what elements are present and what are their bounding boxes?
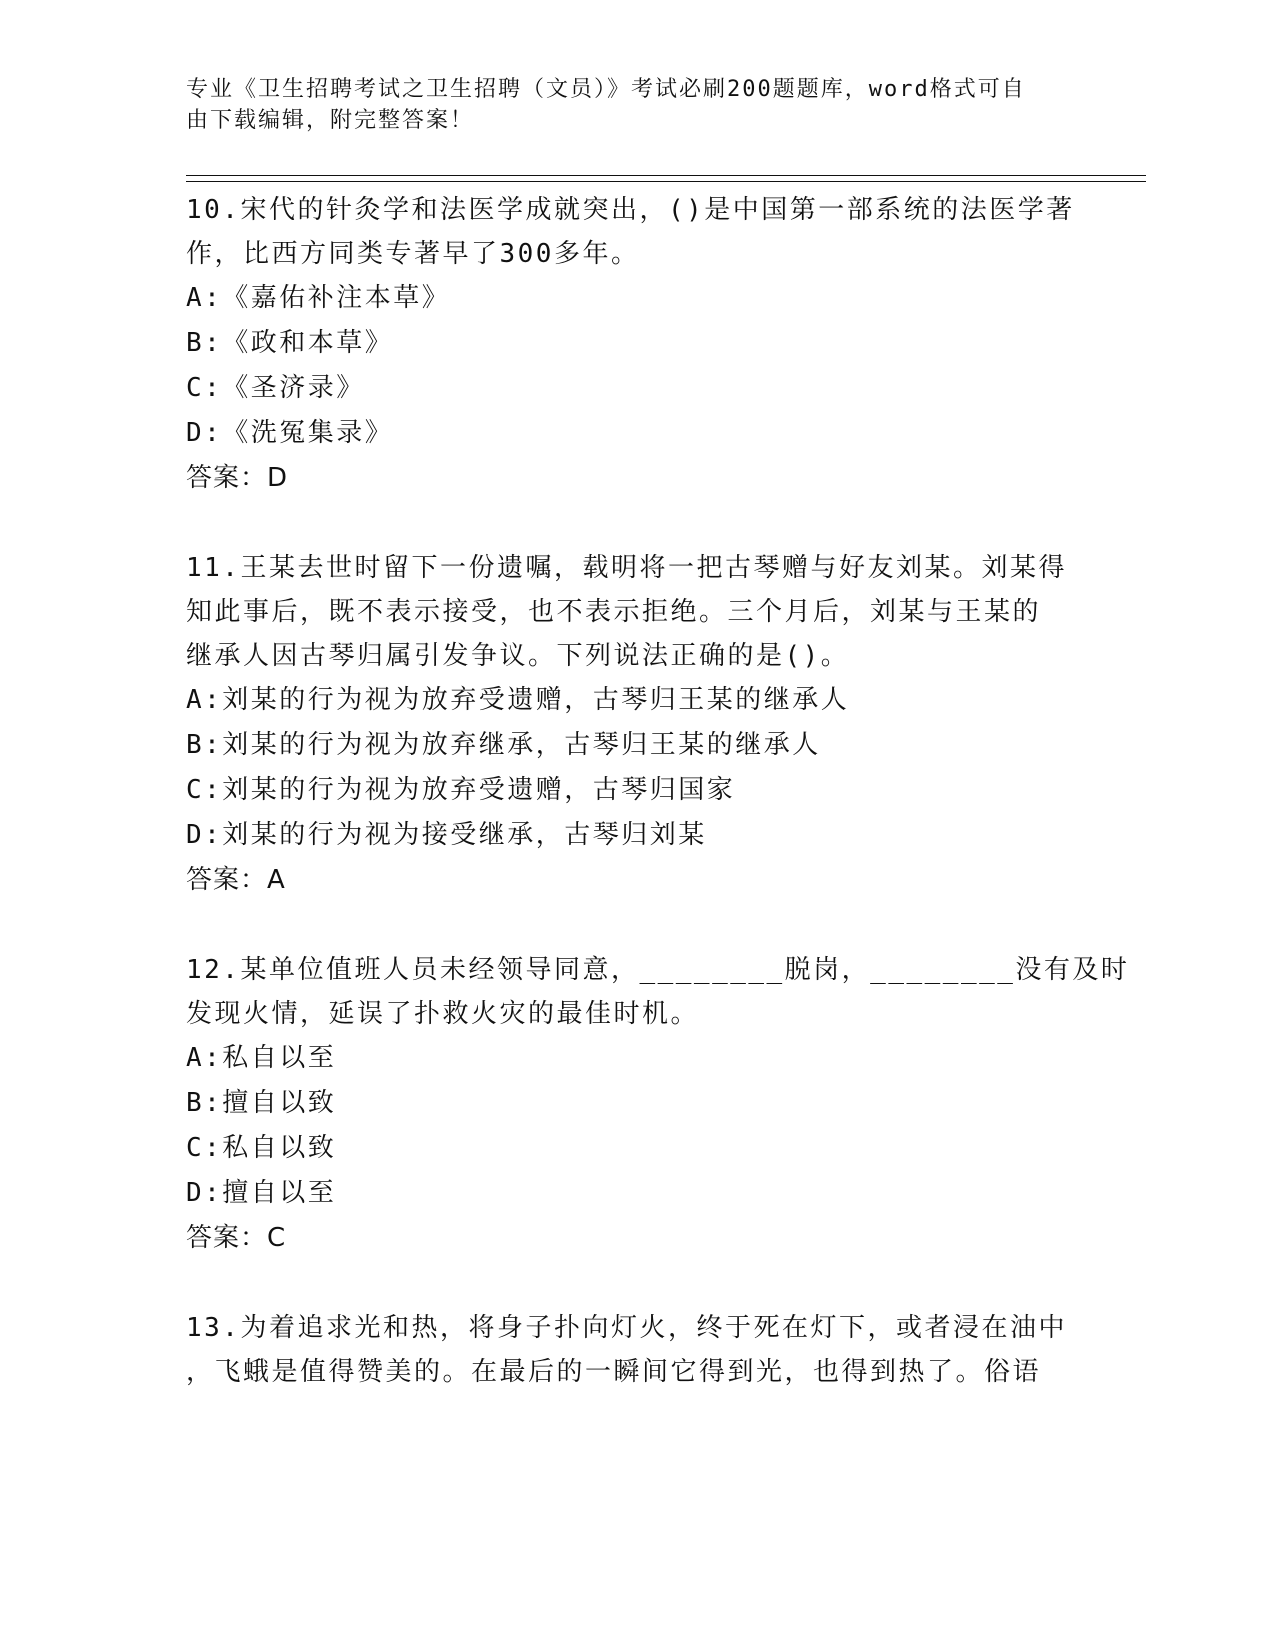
- question-12: [186, 948, 1130, 1261]
- option-a: A:私自以至: [186, 1043, 337, 1073]
- option-d: D:擅自以至: [186, 1178, 337, 1208]
- option-d: D:刘某的行为视为接受继承，古琴归刘某: [186, 820, 707, 850]
- document-header: [186, 74, 1066, 136]
- option-a: A:刘某的行为视为放弃受遗赠，古琴归王某的继承人: [186, 685, 850, 715]
- option-c: C:刘某的行为视为放弃受遗赠，古琴归国家: [186, 775, 736, 805]
- spacer: [186, 501, 1086, 546]
- header-line-1: 专业《卫生招聘考试之卫生招聘（文员）》考试必刷200题题库，word格式可自: [186, 77, 1026, 102]
- question-text-line: 11.王某去世时留下一份遗嘱，载明将一把古琴赠与好友刘某。刘某得: [186, 553, 1067, 583]
- question-text-line: 12.某单位值班人员未经领导同意，________脱岗，________没有及时: [186, 955, 1130, 985]
- answer: 答案：D: [186, 463, 289, 493]
- option-b: B:《政和本草》: [186, 328, 394, 358]
- question-text-line: 10.宋代的针灸学和法医学成就突出，()是中国第一部系统的法医学著: [186, 195, 1075, 225]
- question-10: [186, 188, 1086, 501]
- question-text-line: 发现火情，延误了扑救火灾的最佳时机。: [186, 999, 700, 1029]
- option-d: D:《洗冤集录》: [186, 418, 394, 448]
- answer: 答案：A: [186, 865, 286, 895]
- option-b: B:刘某的行为视为放弃继承，古琴归王某的继承人: [186, 730, 821, 760]
- option-b: B:擅自以致: [186, 1088, 337, 1118]
- question-text-line: 知此事后，既不表示接受，也不表示拒绝。三个月后，刘某与王某的: [186, 597, 1042, 627]
- header-line-2: 由下载编辑，附完整答案！: [186, 108, 475, 133]
- option-c: C:私自以致: [186, 1133, 337, 1163]
- question-text-line: 作，比西方同类专著早了300多年。: [186, 239, 640, 269]
- question-text-line: ，飞蛾是值得赞美的。在最后的一瞬间它得到光，也得到热了。俗语: [186, 1357, 1042, 1387]
- question-text-line: 继承人因古琴归属引发争议。下列说法正确的是()。: [186, 641, 850, 671]
- question-text-line: 13.为着追求光和热，将身子扑向灯火，终于死在灯下，或者浸在油中: [186, 1313, 1067, 1343]
- question-list: [186, 188, 1130, 1394]
- question-11: [186, 546, 1086, 903]
- header-divider-top: [186, 175, 1146, 176]
- answer: 答案：C: [186, 1223, 287, 1253]
- spacer: [186, 903, 1086, 948]
- question-13: [186, 1306, 1086, 1394]
- option-a: A:《嘉佑补注本草》: [186, 283, 451, 313]
- spacer: [186, 1261, 1086, 1306]
- option-c: C:《圣济录》: [186, 373, 365, 403]
- header-divider-bottom: [186, 181, 1146, 182]
